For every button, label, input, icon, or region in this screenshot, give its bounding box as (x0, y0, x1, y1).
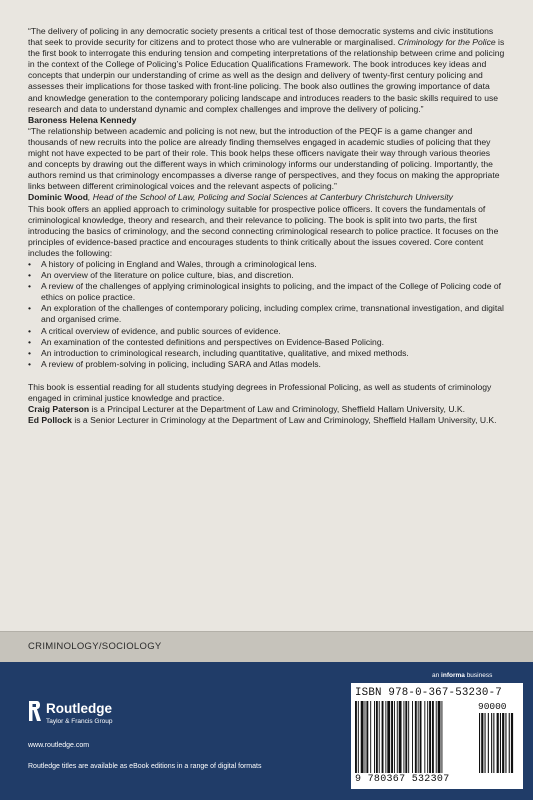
endorsement-1 (28, 26, 506, 126)
isbn-barcode (351, 683, 523, 789)
routledge-logo-icon (28, 700, 42, 722)
informa-tagline: an informa business (432, 672, 493, 679)
list-item: • An introduction to criminological research, including quantitative, qualitative, and mixed methods. (28, 348, 506, 359)
isbn-label: ISBN 978-0-367-53230-7 (355, 687, 502, 699)
list-item: • A history of policing in England and Wales, through a criminological lens. (28, 259, 506, 270)
endorsement-quote: “The relationship between academic and policing is not new, but the introduction of the PEQF is a game changer and thousands of new recruits into the police are already finding themselves engaged in academic studies of policing that they might not have expected to be part of their role. This book helps these officers navigate their way through various theories and concepts by drawing out the different ways in which criminology informs our understanding of policing. Importantly, the authors remind us that criminology encompasses a diverse range of perspectives, and they focus on making the appropriate links between different criminological voices and the relevant aspects of policing.” (28, 125, 500, 192)
endorsement-2 (28, 126, 506, 204)
subject-category: CRIMINOLOGY/SOCIOLOGY (28, 641, 162, 652)
endorser-name: Dominic Wood (28, 192, 88, 203)
ebook-note: Routledge titles are available as eBook editions in a range of digital formats (28, 763, 262, 770)
back-cover-text (28, 26, 506, 426)
barcode-bars (355, 701, 519, 775)
barcode-addon: 90000 (478, 701, 507, 712)
list-item: • A review of problem-solving in policing, including SARA and Atlas models. (28, 359, 506, 370)
list-item: • A critical overview of evidence, and public sources of evidence. (28, 326, 506, 337)
author-name: Craig Paterson (28, 404, 90, 415)
list-item: • A review of the challenges of applying criminological insights to policing, and the impact of the College of Policing code of ethics on police practice. (28, 281, 506, 303)
author-bio-2 (28, 415, 506, 426)
publisher-name: Routledge (46, 701, 112, 716)
list-item: • An examination of the contested definitions and perspectives on Evidence-Based Policing. (28, 337, 506, 348)
author-name: Ed Pollock (28, 415, 72, 426)
publisher-footer (0, 662, 533, 800)
barcode-number: 9 780367 532307 (355, 774, 450, 785)
list-item: • An overview of the literature on police culture, bias, and discretion. (28, 270, 506, 281)
book-title-italic: Criminology for the Police (397, 37, 496, 48)
publisher-url: www.routledge.com (28, 742, 90, 749)
author-bio-text: is a Principal Lecturer at the Department of Law and Criminology, Sheffield Hallam University, U.K. (89, 404, 466, 415)
endorsement-quote-end: is the first book to interrogate this enduring tension and competing interpretations of the relationship between crime and policing in the context of the College of Policing’s Police Education Qualifications Framework. The book introduces key ideas and concepts that underpin our understanding of crime as well as the design and delivery of twenty-first century policing and assesses their implications for those tasked with front-line policing. The book also outlines the growing importance of data and knowledge generation to the contemporary policing landscape and introduces readers to the basic skills required to use research and data to understand dynamic and complex challenges and improve the delivery of policing.” (28, 37, 505, 114)
endorsement-quote-start: “The delivery of policing in any democratic society presents a critical test of those democratic systems and civic institutions that seek to provide security for citizens and to protect those who are vulnerable or marginalised. (28, 26, 494, 48)
publisher-group: Taylor & Francis Group (46, 718, 113, 725)
book-summary: This book offers an applied approach to criminology suitable for prospective police officers. It covers the fundamentals of criminological knowledge, theory and research, and their relevance to policing. The book is split into two parts, the first introducing the basics of criminology, and the second connecting criminological research to police practice. It focuses on the principles of evidence-based practice and encourages students to think critically about the issues covered. Core content includes the following: (28, 203, 499, 258)
audience-statement: This book is essential reading for all students studying degrees in Professional Policing, as well as students of criminology engaged in criminal justice knowledge and practice. (28, 381, 492, 403)
author-bio-text: is a Senior Lecturer in Criminology at the Department of Law and Criminology, Sheffield Hallam University, U.K. (71, 415, 497, 426)
core-content-list (28, 259, 506, 370)
endorser-name: Baroness Helena Kennedy (28, 114, 137, 125)
subject-band (0, 631, 533, 662)
list-item: • An exploration of the challenges of contemporary policing, including complex crime, transnational investigation, and digital and organised crime. (28, 303, 506, 325)
author-bio-1 (28, 404, 506, 415)
endorser-role: , Head of the School of Law, Policing and Social Sciences at Canterbury Christchurch University (88, 192, 453, 203)
